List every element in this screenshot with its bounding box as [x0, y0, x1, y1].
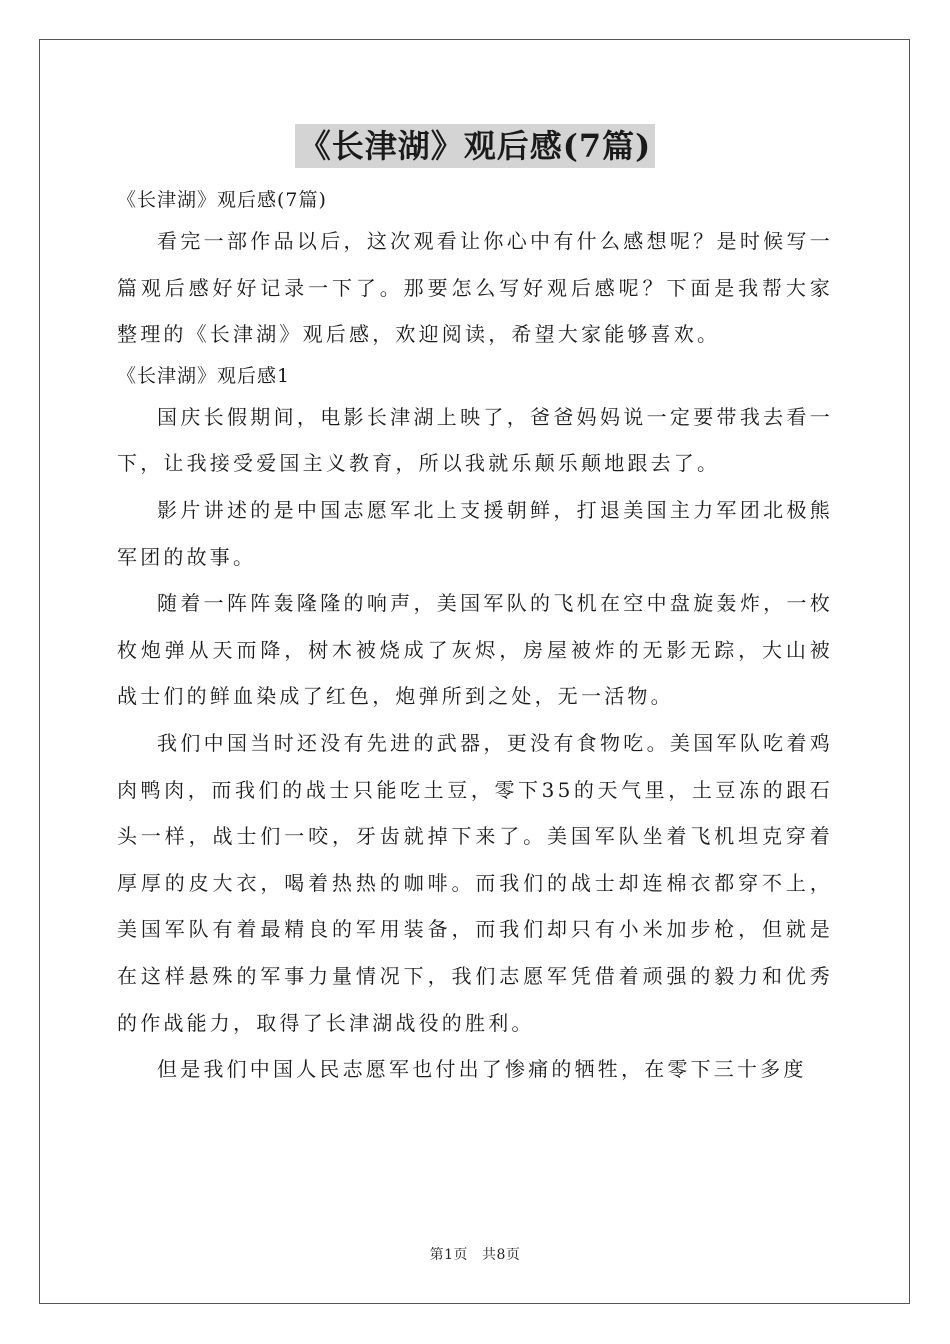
body-paragraph: 影片讲述的是中国志愿军北上支援朝鲜，打退美国主力军团北极熊军团的故事。 [117, 497, 833, 569]
intro-paragraph: 看完一部作品以后，这次观看让你心中有什么感想呢？是时候写一篇观后感好好记录一下了。那要怎么写好观后感呢？下面是我帮大家整理的《长津湖》观后感，欢迎阅读，希望大家能够喜欢。 [117, 229, 833, 347]
document-title: 《长津湖》观后感(7篇) [295, 124, 656, 168]
page-footer [0, 1244, 950, 1264]
section-heading: 《长津湖》观后感1 [117, 364, 291, 387]
document-body [117, 182, 833, 1093]
title-container [0, 124, 950, 168]
body-paragraph: 随着一阵阵轰隆隆的响声，美国军队的飞机在空中盘旋轰炸，一枚枚炮弹从天而降，树木被烧成了灰烬，房屋被炸的无影无踪，大山被战士们的鲜血染成了红色，炮弹所到之处，无一活物。 [117, 591, 833, 709]
body-paragraph: 我们中国当时还没有先进的武器，更没有食物吃。美国军队吃着鸡肉鸭肉，而我们的战士只能吃土豆，零下35的天气里，土豆冻的跟石头一样，战士们一咬，牙齿就掉下来了。美国军队坐着飞机坦克穿着厚厚的皮大衣，喝着热热的咖啡。而我们的战士却连棉衣都穿不上，美国军队有着最精良的军用装备，而我们却只有小米加步枪，但就是在这样悬殊的军事力量情况下，我们志愿军凭借着顽强的毅力和优秀的作战能力，取得了长津湖战役的胜利。 [117, 730, 833, 1035]
body-paragraph: 国庆长假期间，电影长津湖上映了，爸爸妈妈说一定要带我去看一下，让我接受爱国主义教育，所以我就乐颠乐颠地跟去了。 [117, 404, 833, 476]
page-total: 共8页 [482, 1247, 521, 1263]
page-number: 第1页 [429, 1247, 468, 1263]
body-paragraph: 但是我们中国人民志愿军也付出了惨痛的牺牲，在零下三十多度 [157, 1057, 807, 1082]
document-subtitle: 《长津湖》观后感(7篇) [117, 189, 327, 211]
